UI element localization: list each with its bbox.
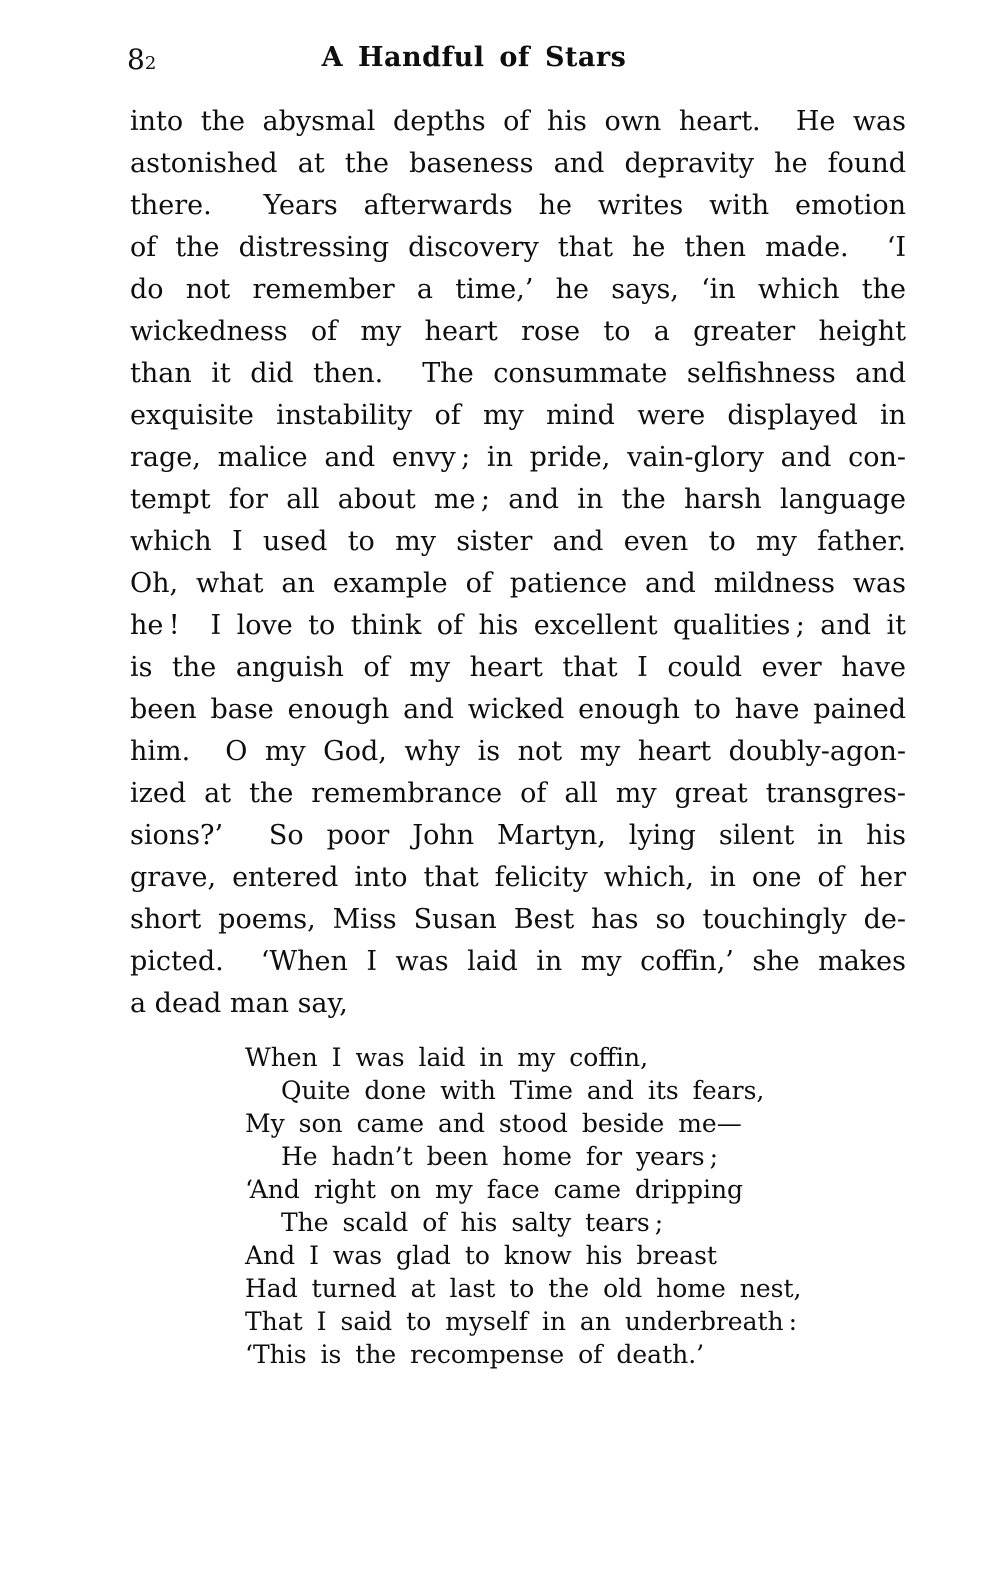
body-line: him. O my God, why is not my heart doubly-agon- <box>130 736 906 767</box>
poem-line: Quite done with Time and its fears, <box>281 1076 765 1105</box>
body-line: of the distressing discovery that he then made. ‘I <box>130 232 906 263</box>
body-line: sions?’ So poor John Martyn, lying silent in his <box>130 820 906 851</box>
poem-line: ‘This is the recompense of death.’ <box>245 1340 705 1369</box>
poem-line: My son came and stood beside me— <box>245 1109 742 1138</box>
running-title: A Handful of Stars <box>321 42 627 73</box>
body-line: ized at the remembrance of all my great transgres- <box>130 778 906 809</box>
body-line: a dead man say, <box>130 988 348 1019</box>
poem-block <box>245 1041 865 1371</box>
body-line: exquisite instability of my mind were displayed in <box>130 400 906 431</box>
body-line: picted. ‘When I was laid in my coffin,’ she makes <box>130 946 906 977</box>
body-paragraph <box>130 101 906 1025</box>
poem-line: The scald of his salty tears ; <box>281 1208 664 1237</box>
poem-line: ‘And right on my face came dripping <box>245 1175 744 1204</box>
poem-line: He hadn’t been home for years ; <box>281 1142 719 1171</box>
body-line: he ! I love to think of his excellent qualities ; and it <box>130 610 906 641</box>
body-line: rage, malice and envy ; in pride, vain-glory and con- <box>130 442 906 473</box>
page-header <box>0 40 1000 76</box>
poem-line: That I said to myself in an underbreath : <box>245 1307 798 1336</box>
body-line: do not remember a time,’ he says, ‘in which the <box>130 274 906 305</box>
poem-line: Had turned at last to the old home nest, <box>245 1274 802 1303</box>
body-line: Oh, what an example of patience and mildness was <box>130 568 906 599</box>
body-line: tempt for all about me ; and in the harsh language <box>130 484 906 515</box>
poem-line: When I was laid in my coffin, <box>245 1043 649 1072</box>
body-line: grave, entered into that felicity which, in one of her <box>130 862 906 893</box>
body-line: short poems, Miss Susan Best has so touchingly de- <box>130 904 906 935</box>
body-line: wickedness of my heart rose to a greater height <box>130 316 906 347</box>
body-line: than it did then. The consummate selfishness and <box>130 358 906 389</box>
body-line: been base enough and wicked enough to have pained <box>130 694 906 725</box>
body-line: which I used to my sister and even to my father. <box>130 526 906 557</box>
page-number: 82 <box>127 43 157 76</box>
body-line: is the anguish of my heart that I could ever have <box>130 652 906 683</box>
body-line: into the abysmal depths of his own heart. He was <box>130 106 906 137</box>
poem-line: And I was glad to know his breast <box>245 1241 717 1270</box>
body-line: astonished at the baseness and depravity he found <box>130 148 906 179</box>
body-line: there. Years afterwards he writes with emotion <box>130 190 906 221</box>
